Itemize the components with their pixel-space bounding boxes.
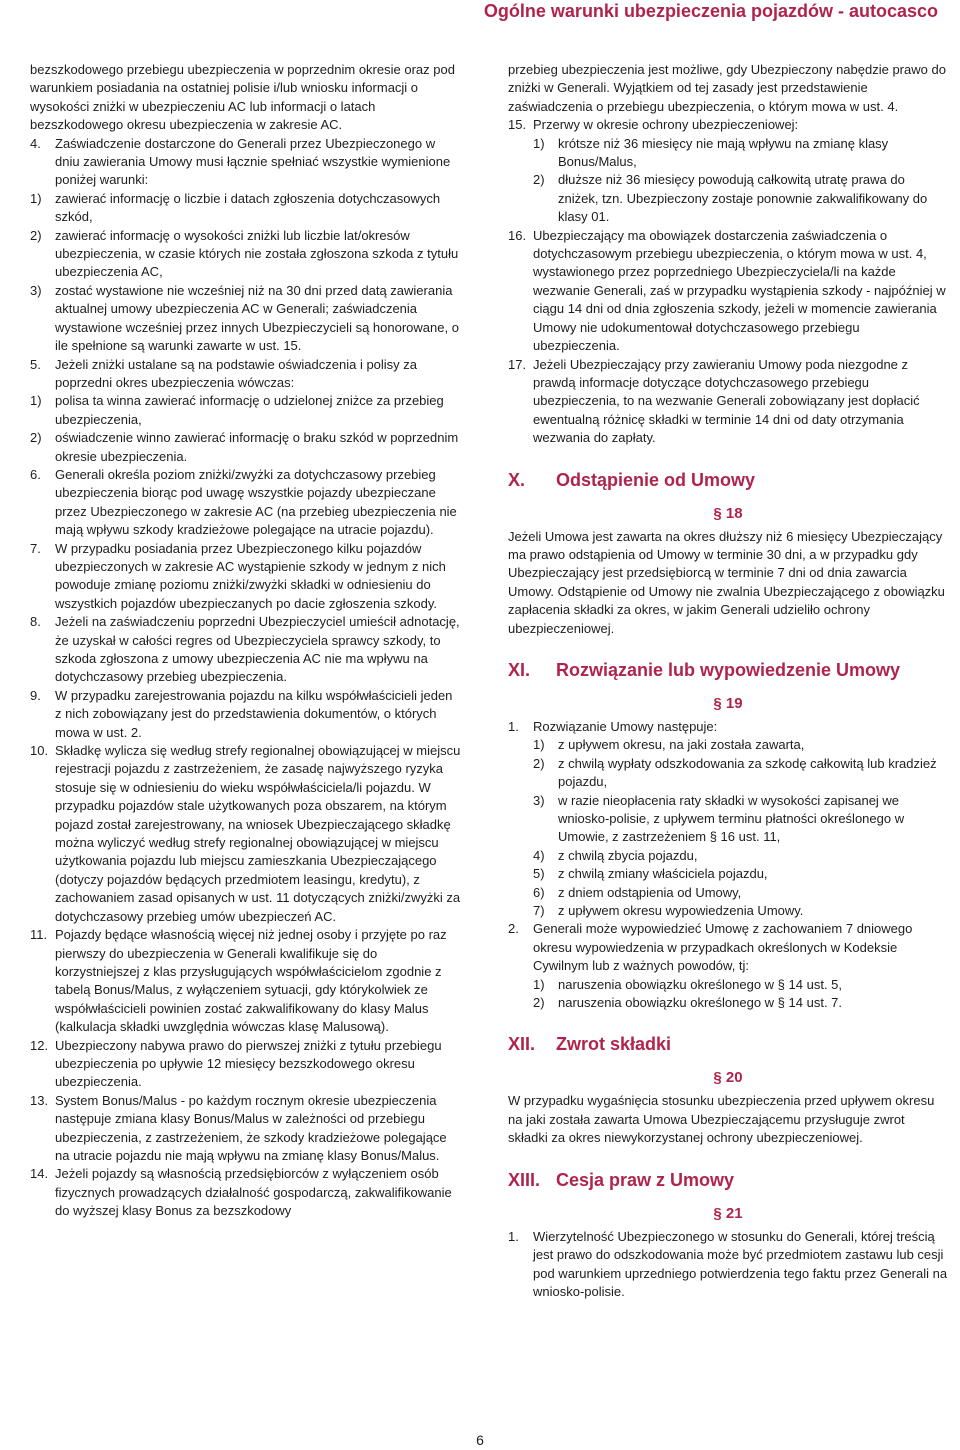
list-item-13: [30, 1092, 462, 1166]
list-item-5: [30, 356, 462, 393]
section-heading-x: [508, 468, 948, 492]
list-item-7: [30, 540, 462, 614]
item-text: Pojazdy będące własnością więcej niż jednej osoby i przyjęte po raz pierwszy do ubezpieczenia w Generali kwalifikuje się do korzystniejszej z klas przysługujących współwłaścicielom zgodnie z tabelą Bonus/Malus, z wyłączeniem sytuacji, gdy którykolwiek ze współwłaścicieli powinien zostać zakwalifikowany do klasy Malus (kalkulacja składki uwzględnia wówczas klasę Malusową).: [55, 927, 447, 1035]
item-number: 16.: [508, 227, 527, 243]
section-title: Cesja praw z Umowy: [556, 1169, 735, 1190]
subitem-text: zostać wystawione nie wcześniej niż na 30 dni przed datą zawierania aktualnej umowy ubezpieczenia AC w Generali; zaświadczenia wystawione wcześniej przez innych Ubezpieczycieli są honorowane, o ile spełnione są warunki zawarte w ust. 15.: [55, 282, 459, 354]
subitem-number: 2): [30, 430, 42, 446]
section-number: XI.: [508, 659, 531, 680]
item-text: Wierzytelność Ubezpieczonego w stosunku do Generali, której treścią jest prawo do odszkodowania może być przedmiotem zastawu lub cesji pod warunkiem uprzedniego potwierdzenia tego faktu przez Generali na wniosko-polisie.: [533, 1228, 948, 1299]
subitem-text: naruszenia obowiązku określonego w § 14 ust. 5,: [558, 976, 843, 992]
section-number: XII.: [508, 1034, 536, 1055]
subitem-text: z chwilą wypłaty odszkodowania za szkodę całkowitą lub kradzież pojazdu,: [558, 755, 937, 790]
item-text: Zaświadczenie dostarczone do Generali przez Ubezpieczonego w dniu zawierania Umowy musi łącznie spełniać wszystkie wymienione poniżej warunki:: [55, 135, 451, 188]
item-number: 12.: [30, 1037, 49, 1053]
list-item-2: [508, 920, 948, 975]
subitem-number: 2): [533, 755, 545, 771]
item-number: 4.: [30, 135, 41, 151]
subitem-text: zawierać informację o liczbie i datach zgłoszenia dotychczasowych szkód,: [55, 190, 441, 225]
paragraph-number: § 18: [713, 504, 743, 522]
list-item-8: [30, 613, 462, 687]
item-text: Jeżeli pojazdy są własnością przedsiębiorców z wyłączeniem osób fizycznych prowadzących działalność gospodarczą, zakwalifikowanie do wyższej klasy Bonus za bezszkodowy: [55, 1166, 452, 1219]
item-number: 2.: [508, 921, 519, 937]
subitem-text: polisa ta winna zawierać informację o udzielonej zniżce za przebieg ubezpieczenia,: [55, 393, 444, 427]
section-heading-xii: [508, 1032, 948, 1056]
item-text: Generali może wypowiedzieć Umowę z zachowaniem 7 dniowego okresu wypowiedzenia w przypadkach określonych w Kodeksie Cywilnym lub z ważnych powodów, tj:: [533, 921, 913, 974]
subitem: [533, 994, 948, 1012]
subitem-number: 4): [533, 847, 545, 863]
item-text: Jeżeli na zaświadczeniu poprzedni Ubezpieczyciel umieścił adnotację, że uzyskał w całości regres od Ubezpieczyciela sprawcy szkody, to szkoda zgłoszona z umowy ubezpieczenia AC nie ma wpływu na dotychczasowy przebieg ubezpieczenia.: [55, 614, 460, 685]
continuation-paragraph: bezszkodowego przebiegu ubezpieczenia w poprzednim okresie oraz pod warunkiem posiadania na ostatniej polisie i/lub wniosku informacji o wysokości zniżki w ubezpieczeniu AC lub informacji o latach bezszkodowego okresu ubezpieczenia w zakresie AC.: [30, 62, 455, 133]
item-text: Przerwy w okresie ochrony ubezpieczeniowej:: [533, 117, 799, 133]
subitem: [533, 792, 948, 847]
list-item-4: [30, 135, 462, 190]
subitem: [533, 755, 948, 792]
list-item-11: [30, 926, 462, 1036]
subitem-text: z chwilą zbycia pojazdu,: [558, 847, 698, 863]
item-text: Ubezpieczony nabywa prawo do pierwszej zniżki z tytułu przebiegu ubezpieczenia po upływie 12 miesięcy bezszkodowego okresu ubezpieczenia.: [55, 1037, 442, 1090]
subitem-number: 7): [533, 903, 545, 919]
subitem-number: 1): [533, 135, 545, 151]
list-item-1: [508, 718, 948, 736]
item-number: 14.: [30, 1166, 49, 1182]
subitem: [533, 736, 948, 754]
left-column: [30, 61, 462, 1221]
subitem-text: z dniem odstąpienia od Umowy,: [558, 884, 742, 900]
subitem-number: 1): [30, 190, 42, 206]
list-item-10: [30, 742, 462, 926]
list-item-1: [508, 1228, 948, 1302]
section-number: XIII.: [508, 1169, 541, 1190]
item-number: 1.: [508, 1228, 519, 1244]
item-text: Składkę wylicza się według strefy regionalnej obowiązującej w miejscu rejestracji pojazdu z zastrzeżeniem, że zasadę najwyższego ryzyka stosuje się w odniesieniu do wieku współwłaściciela/li pojazdu. W przypadku pojazdów stale użytkowanych poza obszarem, na którym pojazd został zarejestrowany, na wniosek Ubezpieczającego składkę można wyliczyć według strefy regionalnej obowiązującej w miejscu użytkowania pojazdu lub miejscu zamieszkania Ubezpieczającego (dotyczy pojazdów będących przedmiotem leasingu, kredytu), z zachowaniem zasad opisanych w ust. 11 dotyczących zniżki/zwyżki za dotychczasowy przebieg umów ubezpieczeń AC.: [55, 743, 461, 924]
subitem-text: z chwilą zmiany właściciela pojazdu,: [558, 866, 768, 882]
list-item-15: [508, 116, 948, 134]
subitem: [533, 902, 948, 920]
item-text: Jeżeli Ubezpieczający przy zawieraniu Umowy poda niezgodne z prawdą informacje dotyczące dotychczasowego przebiegu ubezpieczenia, to na wezwanie Generali zobowiązany jest dopłacić ewentualną różnicę składki w terminie 14 dni od daty otrzymania wezwania do zapłaty.: [533, 356, 920, 446]
item-number: 11.: [30, 927, 48, 943]
subitem: [533, 865, 948, 883]
item-number: 15.: [508, 117, 527, 133]
list-item-14: [30, 1165, 462, 1220]
subitem-number: 3): [30, 282, 42, 298]
item-text: W przypadku zarejestrowania pojazdu na kilku współwłaścicieli jeden z nich zobowiązany jest do przedstawienia dokumentów, o których mowa w ust. 2.: [55, 687, 453, 740]
item-text: Generali określa poziom zniżki/zwyżki za dotychczasowy przebieg ubezpieczenia biorąc pod uwagę wszystkie pojazdy ubezpieczane przez Ubezpieczonego w zakresie AC (na przebieg ubezpieczenia nie mają wpływu szkody kradzieżowe polegające na utracie pojazdu).: [55, 466, 457, 538]
subitem: [30, 429, 462, 466]
item-number: 9.: [30, 687, 41, 703]
subitem-number: 2): [533, 172, 545, 188]
subitem-number: 2): [30, 227, 42, 243]
subitem: [30, 282, 462, 356]
paragraph-number: § 19: [713, 694, 743, 712]
section-title: Odstąpienie od Umowy: [556, 469, 756, 490]
subitem: [533, 135, 948, 172]
section-title: Rozwiązanie lub wypowiedzenie Umowy: [556, 659, 901, 680]
subitem-text: dłuższe niż 36 miesięcy powodują całkowitą utratę prawa do zniżek, tzn. Ubezpieczony zostaje ponownie zakwalifikowany do klasy 01.: [558, 172, 928, 225]
item-number: 8.: [30, 614, 41, 630]
subitem-text: krótsze niż 36 miesięcy nie mają wpływu na zmianę klasy Bonus/Malus,: [558, 135, 889, 170]
item-text: Rozwiązanie Umowy następuje:: [533, 718, 718, 734]
subitem-number: 2): [533, 995, 545, 1011]
subitem-number: 3): [533, 792, 545, 808]
subitem-number: 1): [30, 393, 42, 409]
subitem-text: z upływem okresu, na jaki została zawarta,: [558, 737, 805, 753]
subitem-text: z upływem okresu wypowiedzenia Umowy.: [558, 903, 804, 919]
subitem-number: 1): [533, 737, 545, 753]
continuation-paragraph: przebieg ubezpieczenia jest możliwe, gdy Ubezpieczony nabędzie prawo do zniżki w Generali. Wyjątkiem od tej zasady jest przedstawienie zaświadczenia o przebiegu ubezpieczenia, o którym mowa w ust. 4.: [508, 62, 946, 114]
item-number: 6.: [30, 466, 41, 482]
subitem-number: 1): [533, 976, 545, 992]
subitem-text: naruszenia obowiązku określonego w § 14 ust. 7.: [558, 995, 843, 1011]
list-item-12: [30, 1037, 462, 1092]
item-text: Jeżeli zniżki ustalane są na podstawie oświadczenia i polisy za poprzedni okres ubezpieczenia wówczas:: [55, 356, 418, 390]
section-heading-xi: [508, 658, 948, 682]
subitem-number: 5): [533, 866, 545, 882]
page-number: 6: [476, 1432, 484, 1448]
subitem: [533, 884, 948, 902]
item-number: 1.: [508, 718, 519, 734]
item-text: Ubezpieczający ma obowiązek dostarczenia zaświadczenia o dotychczasowym przebiegu ubezpieczenia, o którym mowa w ust. 4, wystawionego przez poprzedniego Ubezpieczyciela/li na każde wezwanie Generali, zaś w przypadku wystąpienia szkody - najpóźniej w ciągu 14 dni od dnia zgłoszenia szkody, jeżeli w momencie zawierania Umowy nie udokumentował dotychczasowego przebiegu ubezpieczenia.: [533, 227, 946, 354]
right-column: [508, 61, 948, 1301]
section-heading-xiii: [508, 1168, 948, 1192]
item-text: W przypadku posiadania przez Ubezpieczonego kilku pojazdów ubezpieczonych w zakresie AC wystąpienie szkody w jednym z nich powoduje zmianę poziomu zniżki/zwyżki składki w odniesieniu do wszystkich pojazdów ubezpieczanych po dacie zgłoszenia szkody.: [55, 540, 446, 611]
item-text: System Bonus/Malus - po każdym rocznym okresie ubezpieczenia następuje zmiana klasy Bonus/Malus w zależności od przebiegu ubezpieczenia, z zastrzeżeniem, że szkody kradzieżowe polegające na utracie pojazdu nie mają wpływu na zmianę klasy Bonus/Malus.: [55, 1092, 447, 1163]
list-item-16: [508, 227, 948, 356]
subitem-text: oświadczenie winno zawierać informację o braku szkód w poprzednim okresie ubezpieczenia.: [55, 430, 459, 464]
paragraph-number: § 21: [713, 1204, 743, 1222]
list-item-17: [508, 356, 948, 448]
list-item-9: [30, 687, 462, 742]
subitem: [30, 190, 462, 227]
section-text: Jeżeli Umowa jest zawarta na okres dłuższy niż 6 miesięcy Ubezpieczający ma prawo odstąpienia od Umowy w terminie 30 dni, a w przypadku gdy Ubezpieczający jest przedsiębiorcą w terminie 7 dni od dnia zawarcia Umowy. Odstąpienie od Umowy nie zwalnia Ubezpieczającego z obowiązku zapłacenia składki za okres, w jakim Generali udzieliło ochrony ubezpieczeniowej.: [508, 528, 945, 636]
page-header-title: Ogólne warunki ubezpieczenia pojazdów - autocasco: [483, 1, 938, 21]
subitem: [533, 976, 948, 994]
paragraph-number: § 20: [713, 1069, 743, 1087]
item-number: 7.: [30, 540, 41, 556]
section-text: W przypadku wygaśnięcia stosunku ubezpieczenia przed upływem okresu na jaki została zawarta Umowa Ubezpieczającemu przysługuje zwrot składki za okres niewykorzystanej ochrony ubezpieczeniowej.: [508, 1093, 935, 1146]
subitem: [30, 392, 462, 429]
subitem-text: zawierać informację o wysokości zniżki lub liczbie lat/okresów ubezpieczenia, w czasie których nie została zgłoszona szkoda z tytułu ubezpieczenia AC,: [55, 227, 459, 280]
subitem: [533, 171, 948, 226]
section-number: X.: [508, 469, 526, 490]
item-number: 5.: [30, 356, 41, 372]
subitem: [30, 227, 462, 282]
item-number: 13.: [30, 1092, 49, 1108]
subitem: [533, 847, 948, 865]
section-title: Zwrot składki: [556, 1034, 672, 1055]
item-number: 17.: [508, 356, 527, 372]
list-item-6: [30, 466, 462, 540]
subitem-text: w razie nieopłacenia raty składki w wysokości zapisanej we wniosko-polisie, z upływem terminu płatności określonego w Umowie, z zastrzeżeniem § 16 ust. 11,: [558, 792, 905, 845]
subitem-number: 6): [533, 884, 545, 900]
item-number: 10.: [30, 743, 49, 759]
